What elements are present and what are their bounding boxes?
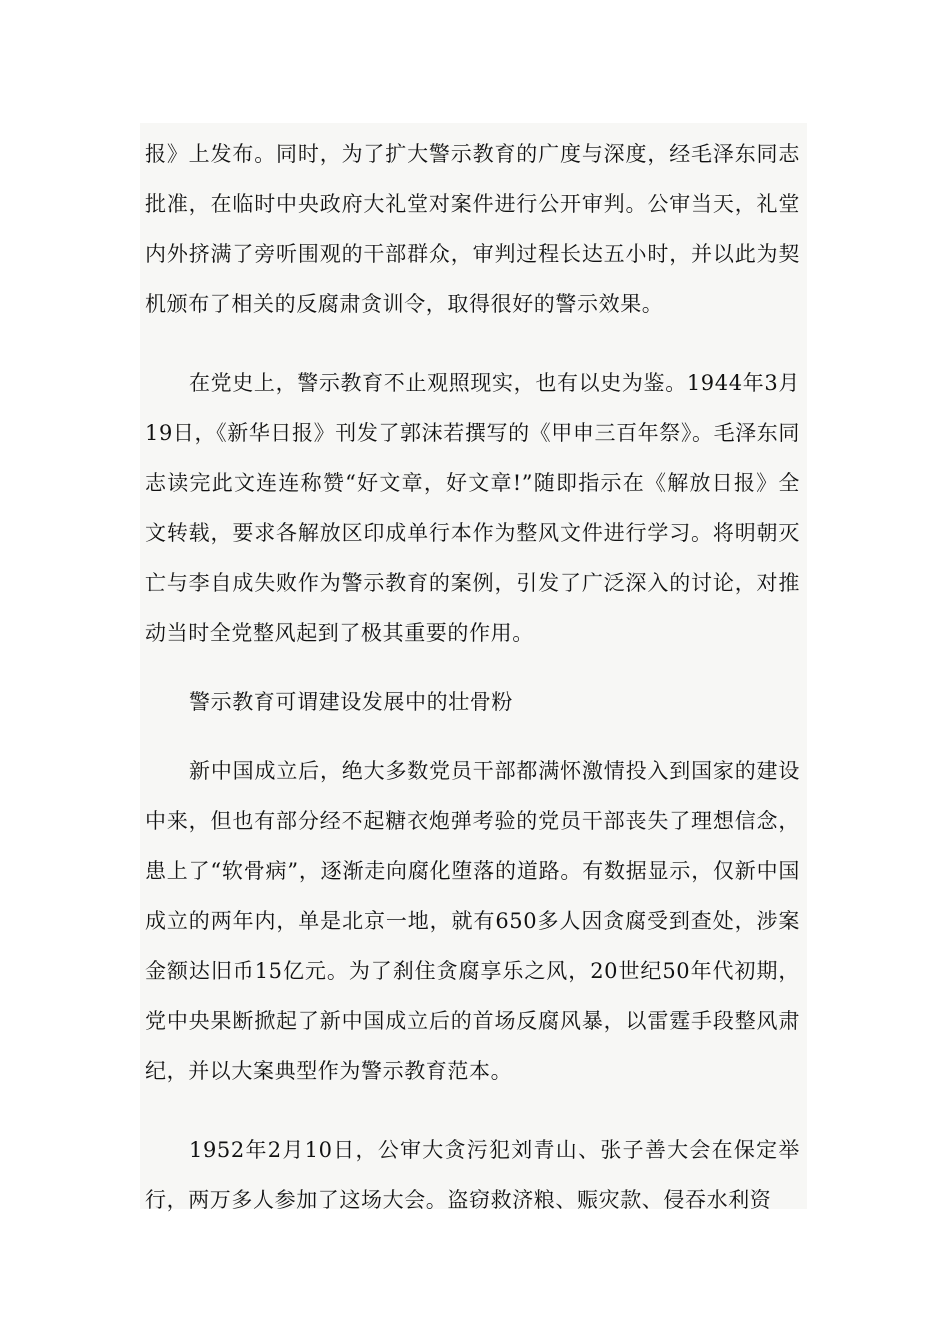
paragraph-4: 1952年2月10日，公审大贪污犯刘青山、张子善大会在保定举行，两万多人参加了这场大会。盗窃救济粮、赈灾款、侵吞水利资 bbox=[145, 1138, 800, 1212]
paragraph-3: 新中国成立后，绝大多数党员干部都满怀激情投入到国家的建设中来，但也有部分经不起糖衣炮弹考验的党员干部丧失了理想信念，患上了“软骨病”，逐渐走向腐化堕落的道路。有数据显示，仅新中国成立的两年内，单是北京一地，就有650多人因贪腐受到查处，涉案金额达旧币15亿元。为了刹住贪腐享乐之风，20世纪50年代初期，党中央果断掀起了新中国成立后的首场反腐风暴，以雷霆手段整风肃纪，并以大案典型作为警示教育范本。 bbox=[145, 759, 800, 1083]
paragraph-1: 报》上发布。同时，为了扩大警示教育的广度与深度，经毛泽东同志批准，在临时中央政府大礼堂对案件进行公开审判。公审当天，礼堂内外挤满了旁听围观的干部群众，审判过程长达五小时，并以此为契机颁布了相关的反腐肃贪训令，取得很好的警示效果。 bbox=[145, 142, 800, 316]
paragraph-2: 在党史上，警示教育不止观照现实，也有以史为鉴。1944年3月19日，《新华日报》刊发了郭沫若撰写的《甲申三百年祭》。毛泽东同志读完此文连连称赞“好文章，好文章!”随即指示在《解放日报》全文转载，要求各解放区印成单行本作为整风文件进行学习。将明朝灭亡与李自成失败作为警示教育的案例，引发了广泛深入的讨论，对推动当时全党整风起到了极其重要的作用。 bbox=[145, 371, 800, 645]
section-heading: 警示教育可谓建设发展中的壮骨粉 bbox=[189, 690, 513, 714]
document-body bbox=[145, 129, 800, 1225]
